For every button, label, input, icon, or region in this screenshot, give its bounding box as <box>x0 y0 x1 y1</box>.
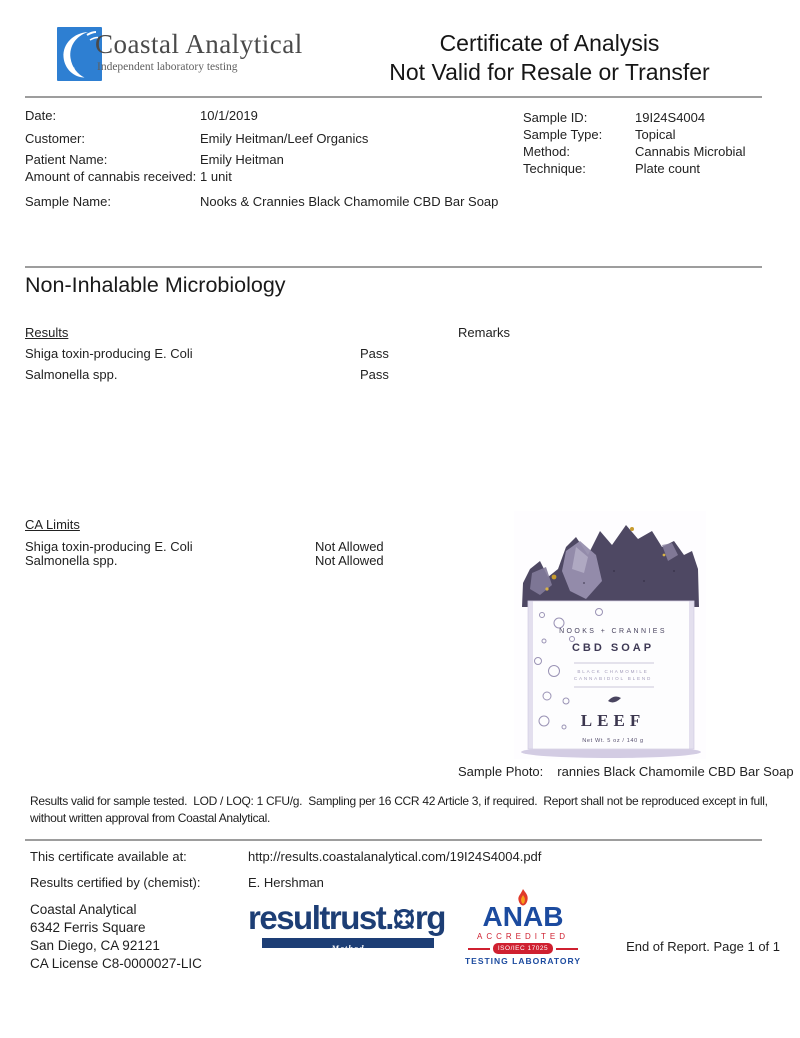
soap-product-line: CBD SOAP <box>571 642 655 654</box>
certified-by-label: Results certified by (chemist): <box>30 875 201 890</box>
field-technique-label: Technique: <box>523 161 586 176</box>
soap-weight-text: Net Wt. 5 oz / 140 g <box>582 738 644 744</box>
resultrust-method-label: Method <box>331 943 365 953</box>
certificate-url-label: This certificate available at: <box>30 849 187 864</box>
result-analyte: Salmonella spp. <box>25 367 118 382</box>
result-value: Pass <box>360 367 389 382</box>
resultrust-wordmark <box>248 899 445 937</box>
compass-icon <box>392 903 416 937</box>
sample-photo-caption <box>458 764 794 779</box>
anab-accreditation-logo <box>458 889 588 966</box>
field-patient-name-label: Patient Name: <box>25 152 108 167</box>
resultrust-method-bar <box>262 938 434 953</box>
end-of-report-note: End of Report. Page 1 of 1 <box>626 939 780 954</box>
result-analyte: Shiga toxin-producing E. Coli <box>25 346 193 361</box>
anab-testing-laboratory-text: TESTING LABORATORY <box>464 956 582 966</box>
field-method-label: Method: <box>523 144 570 159</box>
field-sample-name-value: Nooks & Crannies Black Chamomile CBD Bar Soap <box>200 194 499 209</box>
lab-address-block <box>30 901 202 973</box>
address-line: 6342 Ferris Square <box>30 920 146 935</box>
certified-by-value: E. Hershman <box>248 875 324 890</box>
header-divider <box>25 96 762 98</box>
anab-accredited-text: ACCREDITED <box>476 932 569 941</box>
field-customer-label: Customer: <box>25 131 85 146</box>
resultrust-logo <box>248 899 445 953</box>
results-column-header: Results <box>25 325 69 340</box>
disclaimer-text: Results valid for sample tested. LOD / LOQ: 1 CFU/g. Sampling per 16 CCR 42 Article 3, if required. Report shall not be reproduced except in full, without written approval from Coastal Analytical. <box>30 794 771 825</box>
certificate-url-value: http://results.coastalanalytical.com/19I24S4004.pdf <box>248 849 542 864</box>
sample-photo-caption-label: Sample Photo: <box>458 764 544 779</box>
document-title <box>337 29 762 87</box>
field-sample-id-value: 19I24S4004 <box>635 110 706 125</box>
resultrust-text-left: resultrust. <box>248 899 393 936</box>
address-line: Coastal Analytical <box>30 902 137 917</box>
field-customer-value: Emily Heitman/Leef Organics <box>200 131 369 146</box>
brand-tagline: Independent laboratory testing <box>97 61 238 73</box>
section-heading: Non-Inhalable Microbiology <box>25 273 286 297</box>
soap-brand-line: NOOKS + CRANNIES <box>559 628 667 635</box>
field-amount-received-label: Amount of cannabis received: <box>25 169 197 184</box>
iso-line-left <box>468 948 490 950</box>
resultrust-text-right: rg <box>414 899 445 936</box>
ca-limits-header: CA Limits <box>25 517 80 532</box>
field-date-value: 10/1/2019 <box>200 108 258 123</box>
footer-divider <box>25 839 762 841</box>
field-patient-name-value: Emily Heitman <box>200 152 284 167</box>
limit-analyte: Shiga toxin-producing E. Coli <box>25 539 193 554</box>
address-line: San Diego, CA 92121 <box>30 938 160 953</box>
soap-sub-line-2: CANNABIDIOL BLEND <box>573 676 653 681</box>
title-line-1: Certificate of Analysis <box>439 30 660 56</box>
sample-photo-image <box>514 511 706 759</box>
field-date-label: Date: <box>25 108 57 123</box>
field-amount-received-value: 1 unit <box>200 169 232 184</box>
field-sample-type-label: Sample Type: <box>523 127 603 142</box>
field-sample-type-value: Topical <box>635 127 676 142</box>
field-sample-id-label: Sample ID: <box>523 110 588 125</box>
field-sample-name-label: Sample Name: <box>25 194 111 209</box>
sample-photo-caption-value: rannies Black Chamomile CBD Bar Soap <box>557 764 794 779</box>
limit-value: Not Allowed <box>315 539 384 554</box>
result-value: Pass <box>360 346 389 361</box>
anab-iso-badge: ISO/IEC 17025 <box>493 943 553 954</box>
soap-sub-line-1: BLACK CHAMOMILE <box>577 669 649 674</box>
brand-name: Coastal Analytical <box>95 29 303 59</box>
address-line: CA License C8-0000027-LIC <box>30 956 202 971</box>
limit-analyte: Salmonella spp. <box>25 553 118 568</box>
field-method-value: Cannabis Microbial <box>635 144 746 159</box>
soap-logo-text: LEEF <box>580 711 646 730</box>
limit-value: Not Allowed <box>315 553 384 568</box>
field-technique-value: Plate count <box>635 161 701 176</box>
section-divider <box>25 266 762 268</box>
title-line-2: Not Valid for Resale or Transfer <box>389 59 710 85</box>
remarks-column-header: Remarks <box>458 325 511 340</box>
anab-wordmark: ANAB <box>482 901 564 932</box>
